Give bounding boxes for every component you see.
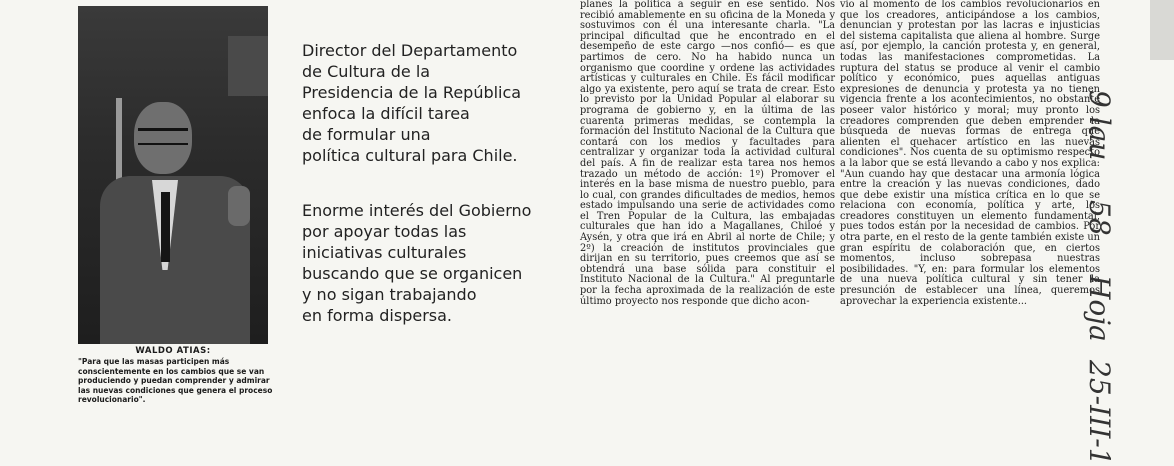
headline-line: Director del Departamento: [302, 41, 518, 60]
article-column-2: [840, 0, 1100, 307]
headline-line: Presidencia de la República: [302, 83, 522, 102]
photo-figure-tie: [161, 192, 170, 262]
headline-line: política cultural para Chile.: [302, 146, 518, 165]
headline-line: en forma dispersa.: [302, 306, 453, 325]
handwritten-mark: 9 lau: [1083, 90, 1116, 161]
headline-line: enfoca la difícil tarea: [302, 104, 470, 123]
headline-line: de Cultura de la: [302, 62, 431, 81]
clipping-edge: [1150, 0, 1174, 60]
photo-figure-hand: [228, 186, 250, 226]
headline-line: de formular una: [302, 125, 431, 144]
photo-caption-name: WALDO ATIAS:: [135, 346, 211, 356]
handwritten-mark: 58: [1083, 200, 1116, 236]
photo-figure-glasses: [138, 128, 188, 145]
portrait-photo: [78, 6, 268, 344]
handwritten-mark: Hoja: [1083, 275, 1116, 342]
article-column-1: [580, 0, 835, 307]
article-text: planes la política a seguir en ese sentido. Nos recibió amablemente en su oficina de la Moneda y sostuvimos con él una interesante charla. "La principal dificultad que he encontrado en el desempeño de este cargo —nos confió— es que partimos de cero. No ha habido nunca un organismo que coordine y ordene las actividades artísticas y culturales en Chile. Es fácil modificar algo ya existente, pero aquí se trata de crear. Esto lo previsto por la Unidad Popular al elaborar su programa de gobierno y, en la última de las cuarenta primeras medidas, se contempla la formación del Instituto Nacional de la Cultura que contará con los medios y facultades para centralizar y organizar toda la actividad cultural del país. A fin de realizar esta tarea nos hemos trazado un método de acción: 1º) Promover el interés en la base misma de nuestro pueblo, para lo cual, con grandes dificultades de medios, hemos estado impulsando una serie de actividades como el Tren Popular de la Cultura, las embajadas culturales que han ido a Magallanes, Chiloé y Aysén, y otra que irá en Abril al norte de Chile; y 2º) la creación de institutos provinciales que dirijan en su territorio, pues creemos que así se obtendrá una base sólida para constituir el Instituto Nacional de la Cultura." Al preguntarle por la fecha aproximada de la realización de este último proyecto nos responde que dicho acon-: [580, 0, 835, 307]
article-text: vio al momento de los cambios revolucionarios en que los creadores, anticipándose a los cambios, denuncian y protestan por las lacras e injusticias del sistema capitalista que aliena al hombre. Surge así, por ejemplo, la canción protesta y, en general, todas las manifestaciones comprometidas. La ruptura del status se produce al venir el cambio político y económico, pues aquellas antiguas expresiones de denuncia y protesta ya no tienen vigencia frente a los acontecimientos, no obstante poseer valor histórico y moral; muy pronto los creadores comprenden que deben emprender la búsqueda de nuevas formas de entrega que alienten el quehacer artístico en las nuevas condiciones". Nos cuenta de su optimismo respecto a la labor que se está llevando a cabo y nos explica: "Aun cuando hay que destacar una armonía lógica entre la creación y las nuevas condiciones, dado que debe existir una mística crítica en lo que se relaciona con economía, política y arte, los creadores constituyen un elemento fundamental, pues todos están por la necesidad de cambios. Por otra parte, en el resto de la gente también existe un gran espíritu de colaboración que, en ciertos momentos, incluso sobrepasa nuestras posibilidades. "Y, en: para formular los elementos de una nueva política cultural y sin tener la presunción de establecer una línea, queremos aprovechar la experiencia existente...: [840, 0, 1100, 307]
handwritten-annotation: [1083, 80, 1174, 466]
headline-line: Enorme interés del Gobierno: [302, 201, 532, 220]
headline-secondary: [302, 200, 562, 326]
headline-line: y no sigan trabajando: [302, 285, 477, 304]
headline-primary: [302, 40, 562, 166]
headline-line: por apoyar todas las: [302, 222, 467, 241]
photo-caption-text: "Para que las masas participen más conscientemente en los cambios que se van produciendo y puedan comprender y admirar las nuevas condiciones que genera el proceso revolucionario".: [78, 357, 273, 404]
headline-line: buscando que se organicen: [302, 264, 523, 283]
headline-line: iniciativas culturales: [302, 243, 467, 262]
photo-background: [228, 36, 268, 96]
handwritten-mark: 25-III-1: [1083, 360, 1116, 466]
